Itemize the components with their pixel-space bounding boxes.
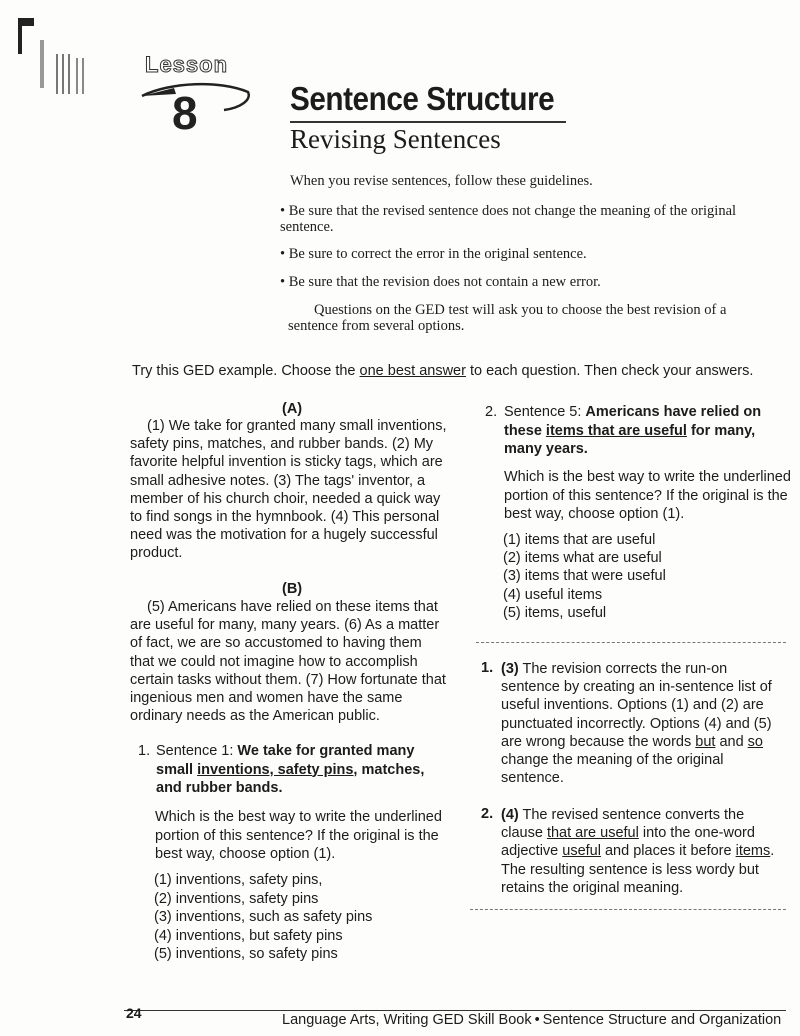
- answer-option[interactable]: (5) inventions, so safety pins: [154, 946, 338, 962]
- lesson-number: 8: [172, 87, 198, 139]
- answer-option[interactable]: (3) inventions, such as safety pins: [154, 909, 373, 925]
- answer-text: change the meaning of the original sentence.: [501, 752, 724, 787]
- footer-rule: [124, 1010, 786, 1011]
- guideline-text: Be sure to correct the error in the original sentence.: [288, 246, 587, 262]
- question-1-number: 1.: [138, 743, 151, 759]
- guideline-text: Be sure that the revision does not contain a new error.: [288, 274, 601, 290]
- answer-option[interactable]: (5) items, useful: [503, 604, 607, 621]
- answer-text: The revision corrects the run-on sentence by creating an in-sentence list of useful inventions. Options (1) and (2) are punctuated incorrectly. Options (4) and (5) are wrong because the words: [501, 661, 772, 750]
- answer-2-number: 2.: [481, 806, 494, 822]
- stem-underlined: items that are useful: [545, 422, 687, 439]
- answer-divider: [470, 909, 786, 910]
- page-subtitle: Revising Sentences: [290, 124, 501, 154]
- answer-option[interactable]: (1) items that are useful: [503, 532, 656, 548]
- instruction: [132, 363, 753, 379]
- guideline-bullet: • Be sure that the revised sentence does not change the meaning of the original sentence.: [280, 203, 737, 235]
- instruction-emphasis: one best answer: [359, 363, 466, 379]
- answer-underlined: but: [695, 733, 716, 750]
- guideline-text: Be sure that the revised sentence does not change the meaning of the original sentence.: [280, 203, 737, 235]
- instruction-text: to each question. Then check your answers.: [465, 363, 754, 379]
- answer-option[interactable]: (1) inventions, safety pins,: [154, 872, 323, 888]
- question-2-number: 2.: [485, 404, 498, 420]
- answer-text: into the one-word adjective: [501, 825, 755, 860]
- answer-text: and places it before: [600, 843, 736, 860]
- answer-option[interactable]: (3) items that were useful: [503, 568, 666, 585]
- page-title: Sentence Structure: [290, 80, 555, 117]
- answer-option[interactable]: (4) inventions, but safety pins: [154, 927, 343, 944]
- answer-underlined: items: [735, 843, 771, 860]
- ged-note: Questions on the GED test will ask you to choose the best revision of a sentence from several options.: [288, 302, 727, 334]
- stem-bold: We take for granted many small: [156, 743, 415, 778]
- answer-option[interactable]: (2) items what are useful: [503, 550, 662, 567]
- answer-1-explanation: [501, 660, 779, 787]
- footer-book: Language Arts, Writing GED Skill Book: [282, 1012, 532, 1028]
- scan-margin-marks: [18, 18, 88, 98]
- passage-a-text: (1) We take for granted many small inventions, safety pins, matches, and rubber bands. (2) My favorite helpful invention is sticky tags, which are small adhesive notes. (3) The tags' inventor, a member of his church choir, needed a quick way to find songs in the hymnbook. (4) This personal need was the motivation for a hugely successful product.: [130, 418, 447, 562]
- intro-lead: When you revise sentences, follow these guidelines.: [290, 173, 593, 189]
- answer-divider: [476, 642, 786, 643]
- answer-underlined: so: [747, 733, 763, 750]
- passage-a-heading: (A): [282, 401, 303, 417]
- footer-running-title: [282, 1012, 781, 1028]
- question-2-stem: [504, 403, 774, 459]
- page-number: 24: [126, 1005, 142, 1021]
- stem-intro: Sentence 1:: [156, 743, 238, 759]
- passage-b-heading: (B): [282, 581, 303, 597]
- answer-underlined: that are useful: [546, 825, 639, 842]
- answer-key: (4): [501, 807, 519, 823]
- lesson-label: Lesson: [145, 52, 229, 77]
- guideline-bullet: • Be sure to correct the error in the original sentence.: [280, 246, 587, 262]
- stem-bold: matches, and rubber bands.: [156, 761, 425, 796]
- stem-bold: Americans have relied on these: [504, 404, 762, 439]
- answer-underlined: useful: [562, 843, 601, 860]
- guideline-bullet: • Be sure that the revision does not contain a new error.: [280, 274, 601, 290]
- answer-text: The revised sentence converts the clause: [501, 807, 745, 842]
- stem-bold: for many, many years.: [504, 422, 756, 457]
- question-1-prompt: Which is the best way to write the underlined portion of this sentence? If the original is the best way, choose option (1).: [155, 809, 442, 862]
- answer-text: . The resulting sentence is less wordy but retains the original meaning.: [501, 843, 775, 896]
- answer-key: (3): [501, 661, 519, 677]
- question-2-options: [503, 531, 666, 622]
- passage-b-text: (5) Americans have relied on these items that are useful for many, many years. (6) As a matter of fact, we are so accustomed to having them that we could not imagine how to accomplish certain tasks without them. (7) How fortunate that ingenious men and women have the same ordinary needs as the American public.: [130, 599, 446, 725]
- title-divider: [290, 121, 566, 123]
- question-1-stem: [156, 742, 446, 798]
- answer-text: and: [715, 733, 748, 750]
- stem-intro: Sentence 5:: [504, 404, 586, 420]
- stem-underlined: inventions, safety pins,: [197, 761, 358, 778]
- question-2-prompt: Which is the best way to write the underlined portion of this sentence? If the original is the best way, choose option (1).: [504, 469, 791, 522]
- answer-1-number: 1.: [481, 660, 494, 676]
- answer-option[interactable]: (4) useful items: [503, 586, 603, 603]
- footer-separator: •: [534, 1012, 540, 1028]
- footer-section: Sentence Structure and Organization: [542, 1012, 782, 1028]
- answer-2-explanation: [501, 806, 777, 897]
- answer-option[interactable]: (2) inventions, safety pins: [154, 890, 319, 907]
- instruction-text: Try this GED example. Choose the: [132, 363, 360, 379]
- question-1-options: [154, 871, 372, 964]
